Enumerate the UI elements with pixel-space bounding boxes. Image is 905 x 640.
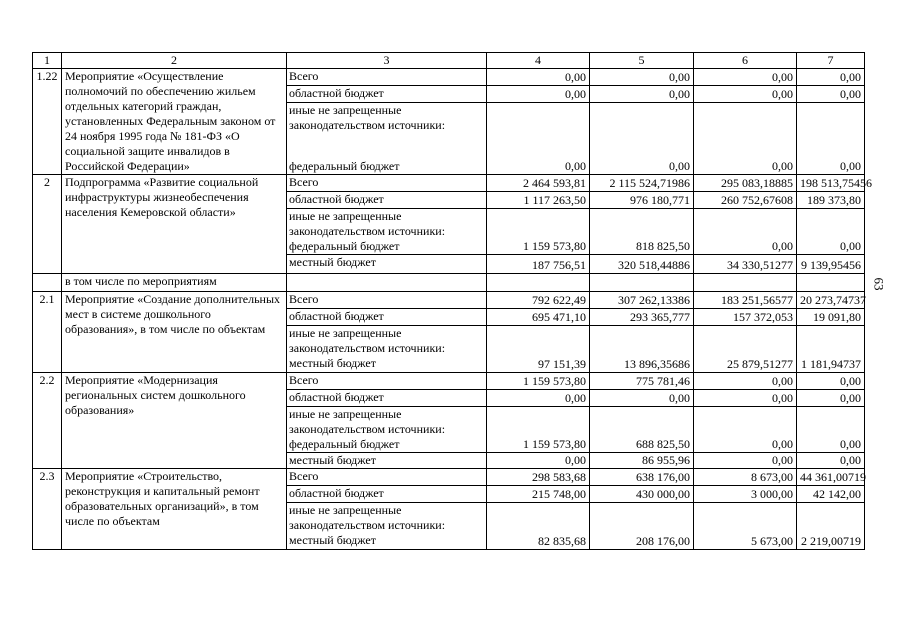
source-label: местный бюджет: [287, 356, 487, 372]
value-cell: 1 159 573,80: [487, 406, 590, 452]
value-cell: 298 583,68: [487, 468, 590, 485]
value-cell: 0,00: [694, 406, 797, 452]
value-cell: 0,00: [797, 69, 865, 86]
value-cell: 0,00: [694, 103, 797, 175]
source-label: Всего: [287, 468, 487, 485]
table-row: [33, 69, 865, 86]
table-row: [33, 372, 865, 389]
source-label: областной бюджет: [287, 86, 487, 103]
value-cell: 9 139,95456: [797, 255, 865, 274]
source-label: иные не запрещенные законодательством источники:: [287, 209, 487, 240]
source-label: федеральный бюджет: [287, 437, 487, 453]
section-note: в том числе по мероприятиям: [62, 274, 287, 292]
value-cell: 0,00: [797, 389, 865, 406]
value-cell: 44 361,00719: [797, 468, 865, 485]
header-row: [33, 53, 865, 69]
value-cell: 688 825,50: [590, 406, 694, 452]
value-cell: 695 471,10: [487, 309, 590, 326]
value-cell: 0,00: [694, 86, 797, 103]
value-cell: 0,00: [590, 69, 694, 86]
value-cell: 0,00: [487, 103, 590, 175]
item-number: 2.1: [33, 292, 62, 373]
source-label: иные не запрещенные законодательством источники:: [287, 502, 487, 533]
value-cell: 293 365,777: [590, 309, 694, 326]
value-cell: 157 372,053: [694, 309, 797, 326]
value-cell: 0,00: [694, 372, 797, 389]
value-cell: 295 083,18885: [694, 175, 797, 192]
value-cell: 320 518,44886: [590, 255, 694, 274]
value-cell: 638 176,00: [590, 468, 694, 485]
value-cell: 0,00: [797, 452, 865, 468]
source-label: областной бюджет: [287, 192, 487, 209]
item-name: Подпрограмма «Развитие социальной инфраструктуры жизнеобеспечения населения Кемеровской области»: [62, 175, 287, 274]
col-header-2: 2: [62, 53, 287, 69]
source-label: иные не запрещенные законодательством источники:: [287, 406, 487, 437]
value-cell: 0,00: [487, 86, 590, 103]
table-row: [33, 175, 865, 192]
value-cell: 0,00: [694, 452, 797, 468]
value-cell: 42 142,00: [797, 485, 865, 502]
table-row: [33, 274, 865, 292]
value-cell: 0,00: [797, 406, 865, 452]
col-header-3: 3: [287, 53, 487, 69]
value-cell: 0,00: [797, 209, 865, 255]
source-label: областной бюджет: [287, 389, 487, 406]
value-cell: 13 896,35686: [590, 326, 694, 373]
value-cell: 25 879,51277: [694, 326, 797, 373]
value-cell: 2 464 593,81: [487, 175, 590, 192]
source-label: федеральный бюджет: [287, 239, 487, 255]
value-cell: 1 117 263,50: [487, 192, 590, 209]
col-header-4: 4: [487, 53, 590, 69]
col-header-6: 6: [694, 53, 797, 69]
item-name: Мероприятие «Модернизация региональных систем дошкольного образования»: [62, 372, 287, 468]
source-label: иные не запрещенные законодательством источники:: [287, 103, 487, 160]
table-row: [33, 292, 865, 309]
table-row: [33, 468, 865, 485]
source-label: Всего: [287, 175, 487, 192]
item-number: 2: [33, 175, 62, 274]
page-number: 63: [871, 277, 887, 291]
item-name: Мероприятие «Осуществление полномочий по обеспечению жильем отдельных категорий граждан, установленных Федеральным законом от 24 ноября 1995 года № 181-ФЗ «О социальной защите инвалидов в Российской Федерации»: [62, 69, 287, 175]
value-cell: 97 151,39: [487, 326, 590, 373]
value-cell: 818 825,50: [590, 209, 694, 255]
value-cell: 8 673,00: [694, 468, 797, 485]
value-cell: 189 373,80: [797, 192, 865, 209]
value-cell: 0,00: [694, 69, 797, 86]
value-cell: 0,00: [487, 69, 590, 86]
value-cell: 1 159 573,80: [487, 209, 590, 255]
value-cell: 82 835,68: [487, 502, 590, 550]
value-cell: 19 091,80: [797, 309, 865, 326]
value-cell: 215 748,00: [487, 485, 590, 502]
item-name: Мероприятие «Создание дополнительных мест в системе дошкольного образования», в том числе по объектам: [62, 292, 287, 373]
value-cell: 3 000,00: [694, 485, 797, 502]
value-cell: 0,00: [797, 372, 865, 389]
value-cell: 0,00: [590, 103, 694, 175]
source-label: Всего: [287, 372, 487, 389]
value-cell: 0,00: [487, 389, 590, 406]
value-cell: 260 752,67608: [694, 192, 797, 209]
item-number: 1.22: [33, 69, 62, 175]
value-cell: 86 955,96: [590, 452, 694, 468]
value-cell: 792 622,49: [487, 292, 590, 309]
source-label: областной бюджет: [287, 309, 487, 326]
value-cell: 0,00: [694, 389, 797, 406]
value-cell: 183 251,56577: [694, 292, 797, 309]
item-number: 2.3: [33, 468, 62, 550]
source-label: областной бюджет: [287, 485, 487, 502]
source-label: местный бюджет: [287, 533, 487, 550]
value-cell: 2 219,00719: [797, 502, 865, 550]
value-cell: 0,00: [797, 103, 865, 175]
item-name: Мероприятие «Строительство, реконструкция и капитальный ремонт образовательных организаций», в том числе по объектам: [62, 468, 287, 550]
value-cell: 20 273,74737: [797, 292, 865, 309]
col-header-1: 1: [33, 53, 62, 69]
col-header-7: 7: [797, 53, 865, 69]
value-cell: 34 330,51277: [694, 255, 797, 274]
value-cell: 198 513,75456: [797, 175, 865, 192]
value-cell: 0,00: [590, 389, 694, 406]
source-label: Всего: [287, 292, 487, 309]
value-cell: 307 262,13386: [590, 292, 694, 309]
value-cell: 1 181,94737: [797, 326, 865, 373]
value-cell: 208 176,00: [590, 502, 694, 550]
source-label: местный бюджет: [287, 255, 487, 274]
value-cell: 775 781,46: [590, 372, 694, 389]
value-cell: 5 673,00: [694, 502, 797, 550]
value-cell: 2 115 524,71986: [590, 175, 694, 192]
value-cell: 1 159 573,80: [487, 372, 590, 389]
value-cell: 976 180,771: [590, 192, 694, 209]
source-label: федеральный бюджет: [287, 159, 487, 175]
value-cell: 0,00: [487, 452, 590, 468]
budget-table: [32, 52, 872, 550]
value-cell: 0,00: [694, 209, 797, 255]
source-label: иные не запрещенные законодательством источники:: [287, 326, 487, 357]
value-cell: 0,00: [590, 86, 694, 103]
item-number: 2.2: [33, 372, 62, 468]
source-label: местный бюджет: [287, 452, 487, 468]
value-cell: 187 756,51: [487, 255, 590, 274]
value-cell: 0,00: [797, 86, 865, 103]
source-label: Всего: [287, 69, 487, 86]
col-header-5: 5: [590, 53, 694, 69]
value-cell: 430 000,00: [590, 485, 694, 502]
